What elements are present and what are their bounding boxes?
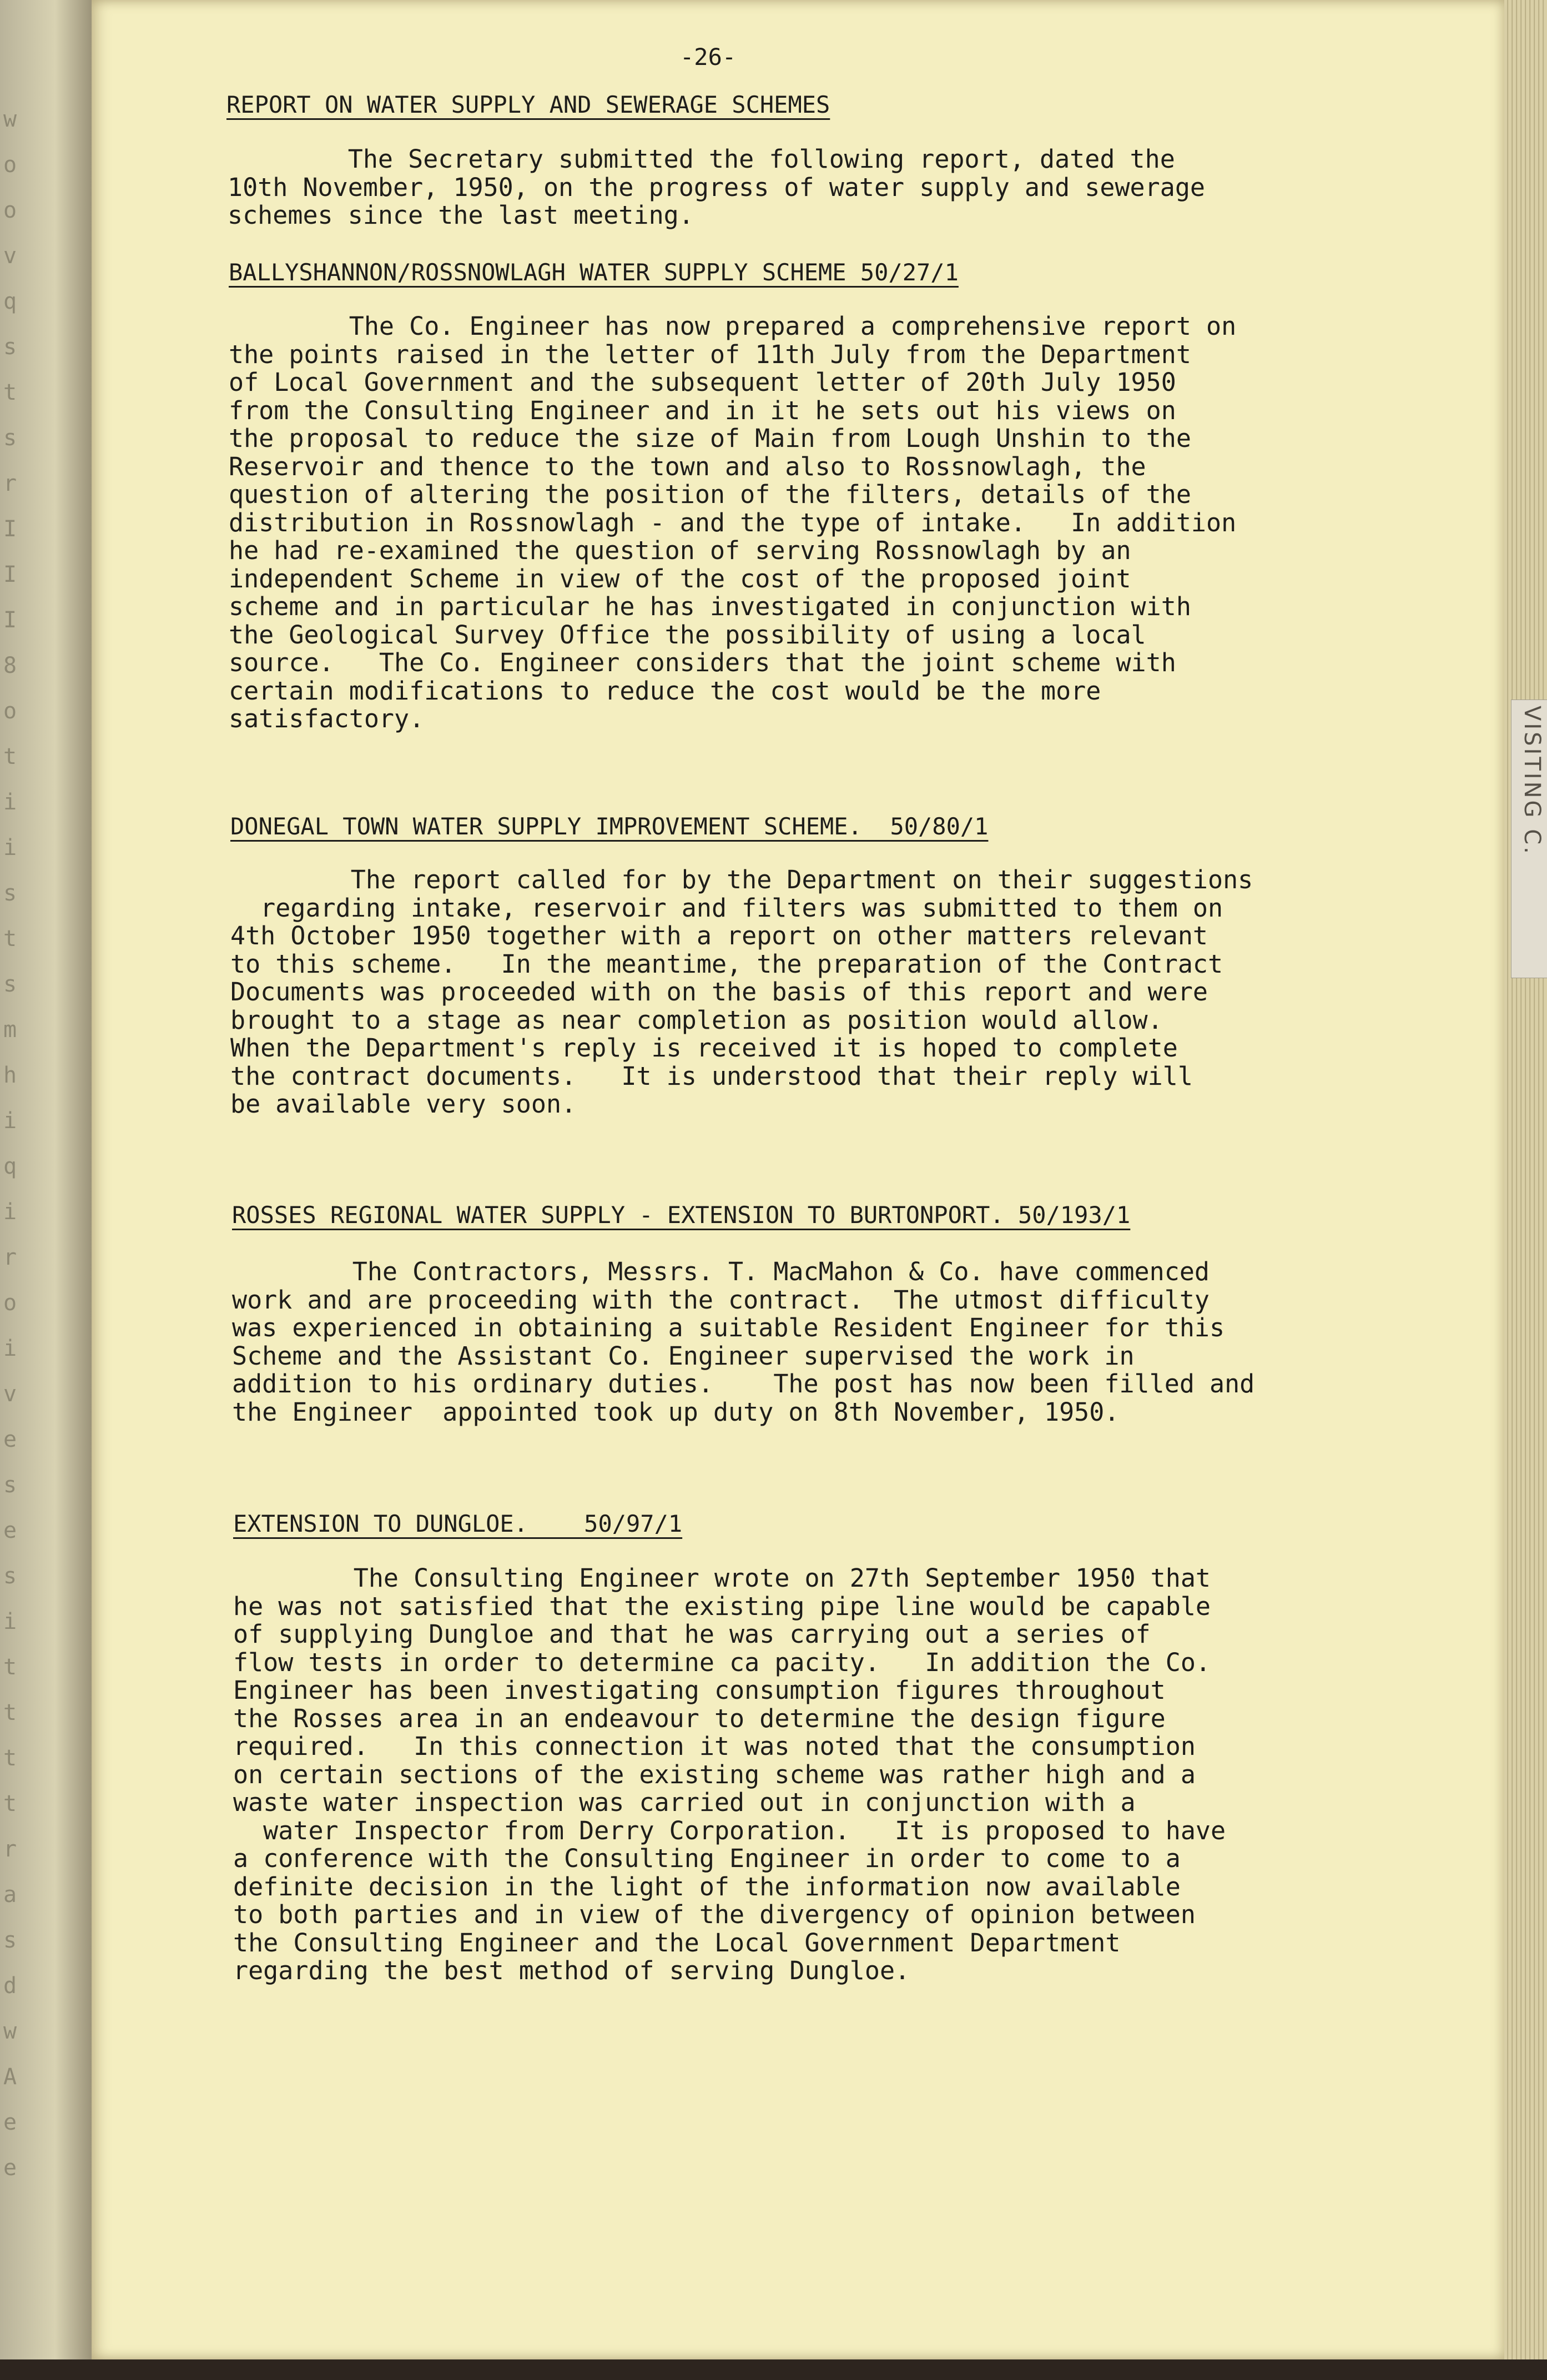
- left-page-fragment: i: [3, 1336, 17, 1361]
- left-page-fragment: r: [3, 1836, 17, 1862]
- section-body-donegal: The report called for by the Department on their suggestions regarding intake, reservoir and filters was submitted to them on 4th October 1950 together with a report on other matters relevant to this scheme. In the meantime, the preparation of the Contract Documents was proceeded with on the basis of this report and were brought to a stage as near completion as position would allow. When the Department's reply is received it is hoped to complete the contract documents. It is understood that their reply will be available very soon.: [230, 865, 1253, 1119]
- left-page-fragment: s: [3, 880, 17, 906]
- left-page-fragment: w: [3, 2019, 17, 2044]
- left-page-fragment: 8: [3, 653, 17, 678]
- left-page-fragment: t: [3, 1700, 17, 1725]
- left-page-fragment: h: [3, 1063, 17, 1088]
- binding-shadow: [0, 2359, 1547, 2380]
- left-page-fragment: A: [3, 2064, 17, 2090]
- left-page-fragment: q: [3, 289, 17, 314]
- left-page-fragment: i: [3, 1108, 17, 1134]
- section-heading-dungloe: EXTENSION TO DUNGLOE. 50/97/1: [233, 1510, 683, 1537]
- section-body-dungloe: The Consulting Engineer wrote on 27th September 1950 that he was not satisfied that the existing pipe line would be capable of supplying Dungloe and that he was carrying out a series of flow tests in order to determine ca pacity. In addition the Co. Engineer has been investigating consumption figures throughout the Rosses area in an endeavour to determine the design figure required. In this connection it was noted that the consumption on certain sections of the existing scheme was rather high and a waste water inspection was carried out in conjunction with a water Inspector from Derry Corporation. It is proposed to have a conference with the Consulting Engineer in order to come to a definite decision in the light of the information now available to both parties and in view of the divergency of opinion between the Consulting Engineer and the Local Government Department regarding the best method of serving Dungloe.: [233, 1563, 1226, 1985]
- section-body-rosses: The Contractors, Messrs. T. MacMahon & Co. have commenced work and are proceeding with the contract. The utmost difficulty was experienced in obtaining a suitable Resident Engineer for this Scheme and the Assistant Co. Engineer supervised the work in addition to his ordinary duties. The post has now been filled and the Engineer appointed took up duty on 8th November, 1950.: [232, 1257, 1255, 1427]
- left-page-fragment: i: [3, 789, 17, 815]
- left-page-fragment: s: [3, 1472, 17, 1498]
- left-page-fragment: o: [3, 698, 17, 724]
- left-page-fragment: r: [3, 471, 17, 496]
- left-page-bleed-text: [3, 105, 64, 2200]
- left-facing-page: [0, 0, 92, 2380]
- left-page-fragment: o: [3, 1290, 17, 1316]
- left-page-fragment: t: [3, 926, 17, 952]
- left-page-fragment: m: [3, 1017, 17, 1043]
- left-page-fragment: t: [3, 1745, 17, 1771]
- left-page-fragment: i: [3, 835, 17, 861]
- section-heading-ballyshannon: BALLYSHANNON/ROSSNOWLAGH WATER SUPPLY SCHEME 50/27/1: [229, 259, 959, 286]
- section-heading-rosses: ROSSES REGIONAL WATER SUPPLY - EXTENSION TO BURTONPORT. 50/193/1: [232, 1201, 1131, 1229]
- left-page-fragment: s: [3, 334, 17, 360]
- left-page-fragment: q: [3, 1154, 17, 1179]
- left-page-fragment: t: [3, 1791, 17, 1817]
- left-page-fragment: s: [3, 1928, 17, 1953]
- left-page-fragment: a: [3, 1882, 17, 1908]
- left-page-fragment: r: [3, 1245, 17, 1270]
- left-page-fragment: t: [3, 1654, 17, 1680]
- left-page-fragment: d: [3, 1973, 17, 1999]
- left-page-fragment: e: [3, 2110, 17, 2135]
- left-page-fragment: I: [3, 516, 17, 542]
- left-page-fragment: v: [3, 1381, 17, 1407]
- left-page-fragment: e: [3, 2155, 17, 2181]
- left-page-fragment: s: [3, 425, 17, 451]
- left-page-fragment: i: [3, 1609, 17, 1634]
- index-tab[interactable]: [1511, 700, 1547, 978]
- page-stack-edge: [1504, 0, 1547, 2380]
- intro-paragraph: The Secretary submitted the following report, dated the 10th November, 1950, on the progress of water supply and sewerage schemes since the last meeting.: [228, 144, 1205, 230]
- index-tab-label: VISITING C.: [1519, 706, 1545, 856]
- section-heading-donegal: DONEGAL TOWN WATER SUPPLY IMPROVEMENT SCHEME. 50/80/1: [230, 813, 989, 840]
- left-page-fragment: I: [3, 562, 17, 587]
- report-title: REPORT ON WATER SUPPLY AND SEWERAGE SCHEMES: [226, 91, 830, 118]
- left-page-fragment: o: [3, 198, 17, 223]
- left-page-fragment: w: [3, 107, 17, 132]
- section-body-ballyshannon: The Co. Engineer has now prepared a comprehensive report on the points raised in the letter of 11th July from the Department of Local Government and the subsequent letter of 20th July 1950 from the Consulting Engineer and in it he sets out his views on the proposal to reduce the size of Main from Lough Unshin to the Reservoir and thence to the town and also to Rossnowlagh, the question of altering the position of the filters, details of the distribution in Rossnowlagh - and the type of intake. In addition he had re-examined the question of serving Rossnowlagh by an independent Scheme in view of the cost of the proposed joint scheme and in particular he has investigated in conjunction with the Geological Survey Office the possibility of using a local source. The Co. Engineer considers that the joint scheme with certain modifications to reduce the cost would be the more satisfactory.: [229, 311, 1237, 733]
- left-page-fragment: e: [3, 1518, 17, 1543]
- left-page-fragment: o: [3, 152, 17, 178]
- left-page-fragment: e: [3, 1427, 17, 1452]
- left-page-fragment: s: [3, 1563, 17, 1589]
- left-page-fragment: I: [3, 607, 17, 633]
- page-number: -26-: [680, 43, 737, 71]
- left-page-fragment: t: [3, 380, 17, 405]
- left-page-fragment: v: [3, 243, 17, 269]
- left-page-fragment: i: [3, 1199, 17, 1225]
- left-page-fragment: s: [3, 972, 17, 997]
- left-page-fragment: t: [3, 744, 17, 769]
